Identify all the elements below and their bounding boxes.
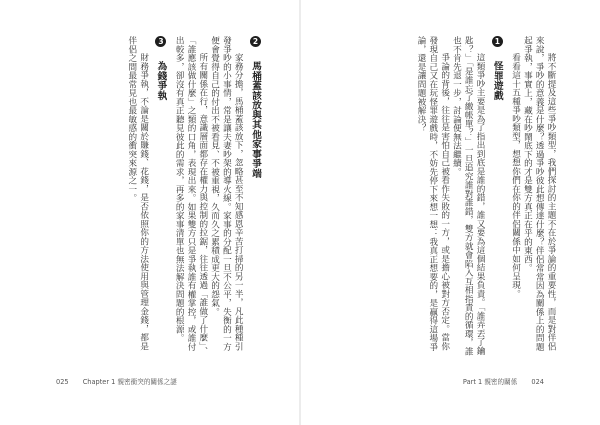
running-part: Part 1: [462, 378, 483, 386]
section-number-badge: 3: [156, 36, 166, 47]
section-number-badge: 1: [492, 36, 502, 47]
body-paragraph: 將不斷提及這些爭吵類型，我們探討的主題不在於爭論的重要性，而是對伴侶來說，爭吵的意義是什麼？透過爭吵彼此想傳達什麼？伴侶常常因為關係上的問題起爭執，事實上，藏在吵鬧底下的才是雙方真正在乎的東西。: [522, 36, 556, 351]
section-number-badge: 2: [251, 36, 260, 47]
section-heading: [491, 36, 503, 358]
right-page-body: [330, 36, 556, 358]
section-heading: [155, 36, 167, 358]
page-footer: [463, 376, 544, 386]
section-heading-text: 為錢爭執: [155, 61, 167, 101]
page-number: 025: [56, 378, 69, 386]
left-page-body: [52, 36, 267, 358]
page-number: 024: [531, 378, 544, 386]
section-heading-text: 馬桶蓋該放與其他家事爭端: [250, 61, 261, 179]
running-chapter: Chapter 1: [82, 378, 116, 386]
body-paragraph: 財務爭執，不論是關於賺錢、花錢，是否依照你的方法使用與管理金錢，都是伴侶之間最常見也最敏感的衝突來源之一。: [126, 36, 149, 351]
body-paragraph: 家務分擔，馬桶蓋該放下，忽略甚至不知感恩辛苦打掃的另一半，凡此種種引發爭吵的小事情，常是讓夫妻吵架的導火線。家事的分配一旦不公平，失衡的一方便會覺得自己的付出不被看見、不被重視，久而久之累積成更大的怨氣。: [209, 36, 244, 351]
body-paragraph: 所有關係在行，意識層面都存在權力與控制的拉鋸，往往透過「誰做了什麼」、「誰應該做什麼」之類的口角，表現出來。如果雙方只是爭執誰有權掌控，或誰付出較多，卻沒有真正聽見彼此的需求，再多的家事清單也無法解決問題的根源。: [174, 36, 208, 356]
body-paragraph: 看看這十五種爭吵類型，想想你們在你的伴侶關係中如何呈現。: [510, 53, 521, 299]
section-heading: [249, 36, 261, 358]
body-paragraph: 這類爭吵主要是為了指出到底是誰的錯，誰又要為這個結果負責。「誰弄丟了鑰匙？」「是誰忘了繳帳單？」一旦追究誰對誰錯，雙方就會陷入互相指責的循環，誰也不肯先退一步，討論便無法繼續。: [451, 36, 486, 356]
page-footer: [56, 376, 177, 386]
section-heading-text: 怪罪遊戲: [491, 61, 503, 101]
running-chapter-title: 親密衝突的關係之謎: [117, 378, 177, 386]
running-part-title: 親密的關係: [484, 378, 518, 386]
body-paragraph: 爭論的背後，往往是害怕自己被看作失敗的一方，或是擔心被對方否定。當你發現自己又在玩怪罪遊戲時，不妨先停下來想一想：我真正想要的，是贏得這場爭論，還是讓問題被解決？: [416, 36, 450, 351]
